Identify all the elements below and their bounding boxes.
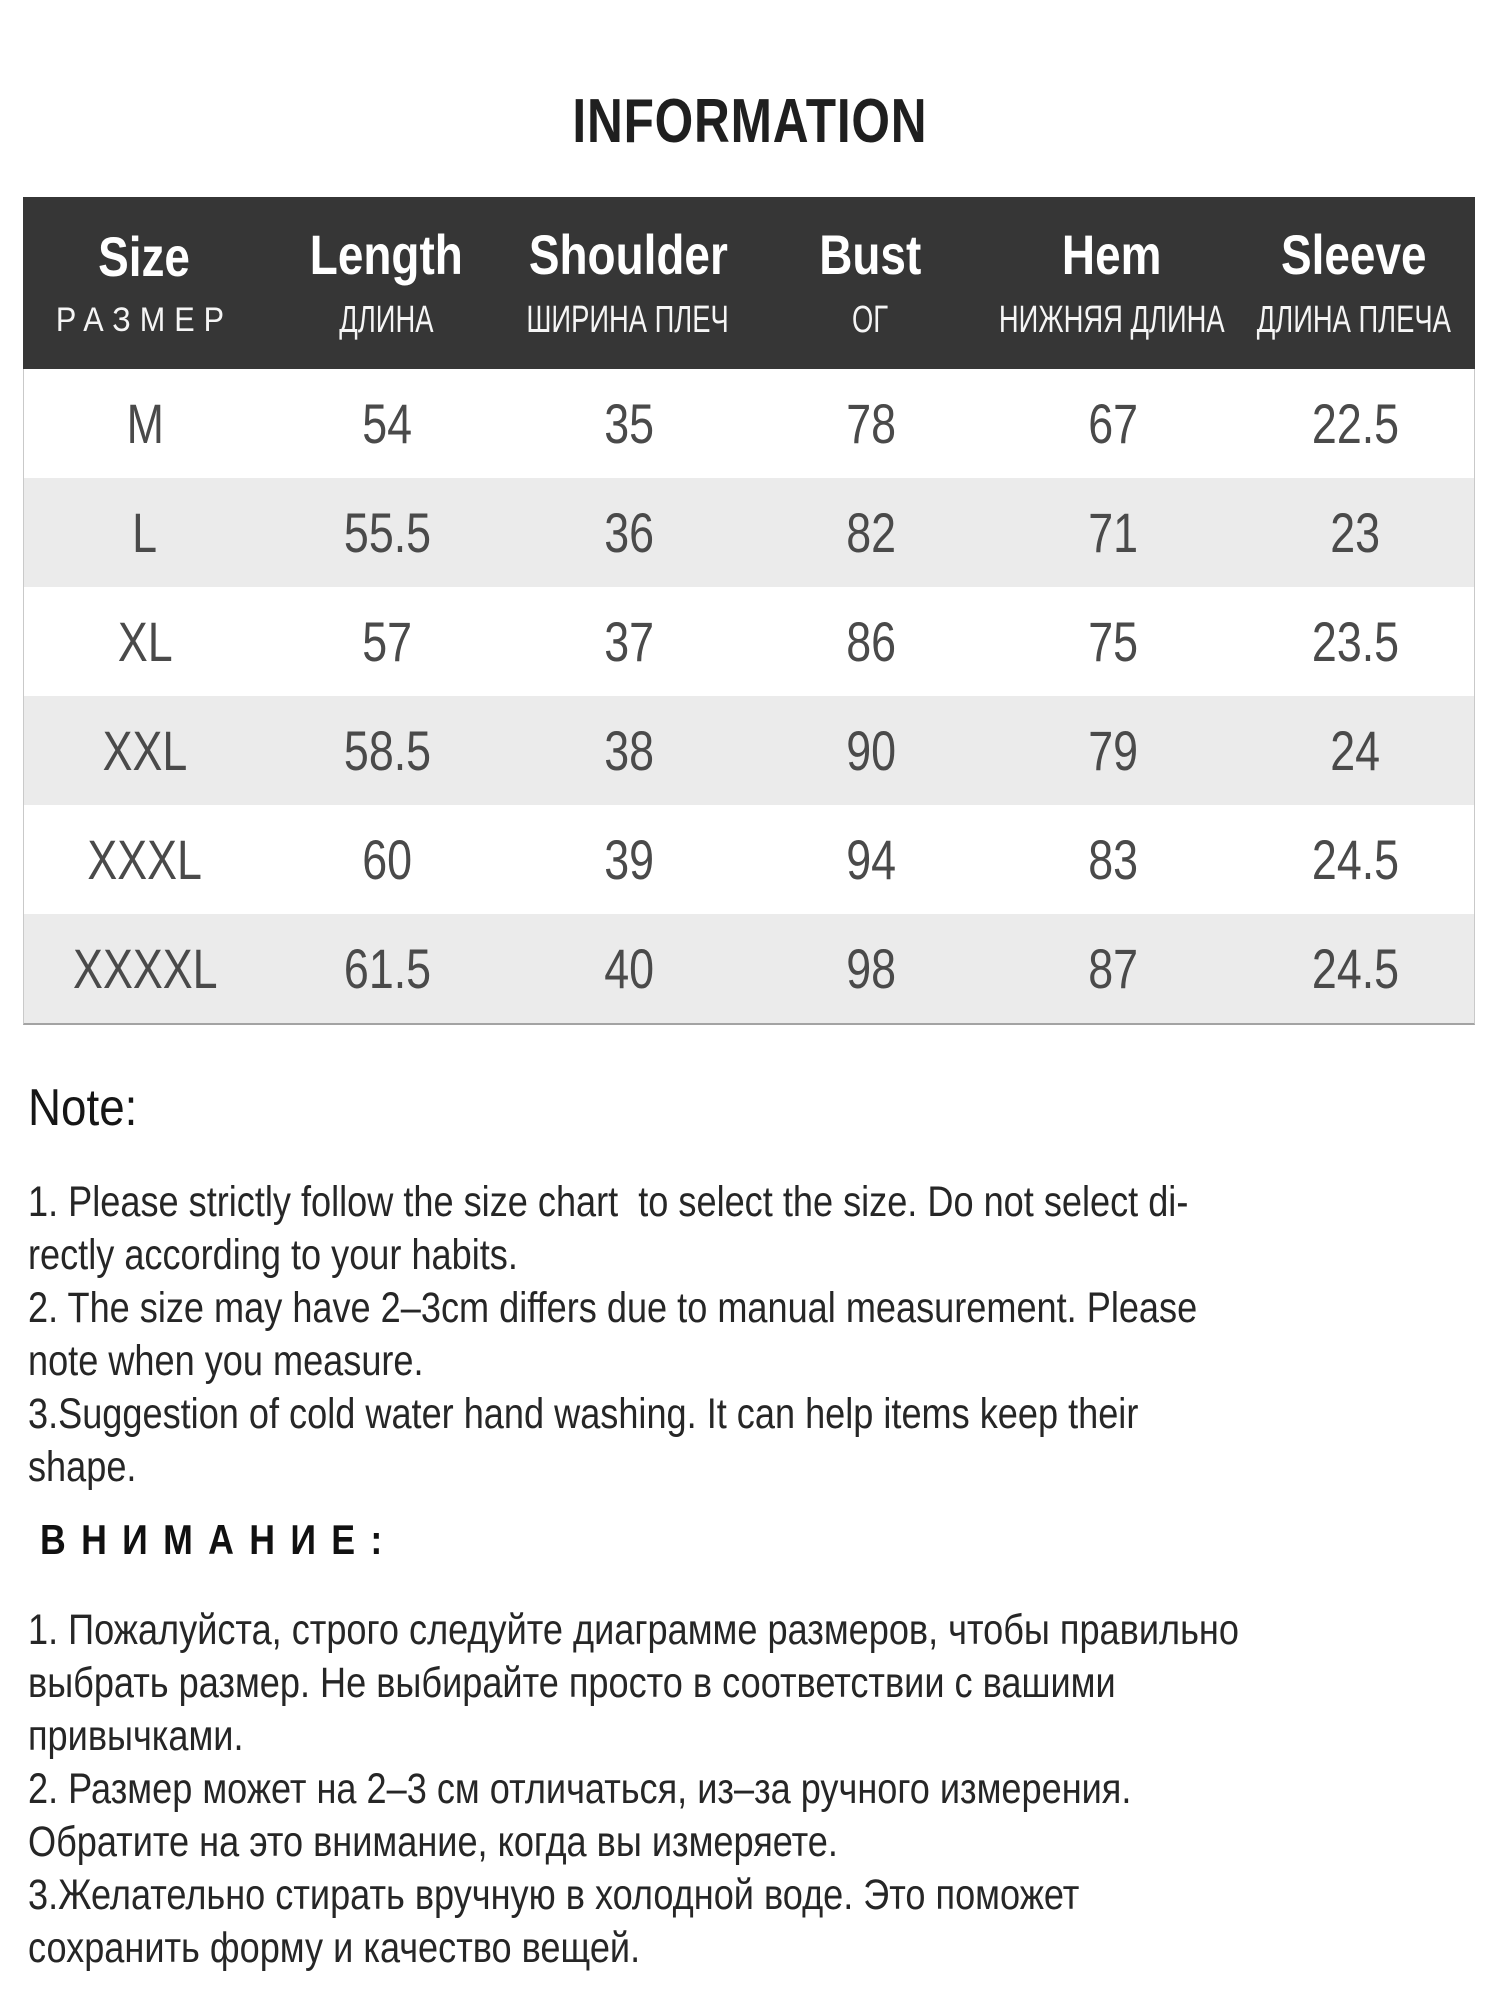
hem-cell: 83 <box>1088 827 1138 891</box>
size-cell: L <box>132 500 158 564</box>
hem-cell: 79 <box>1088 718 1138 782</box>
length-cell: 54 <box>362 391 412 455</box>
attention-line: привычками. <box>28 1712 244 1760</box>
shoulder-cell: 38 <box>604 718 654 782</box>
note-line: note when you measure. <box>28 1337 424 1385</box>
size-chart-body <box>23 369 1475 1025</box>
table-row-xl <box>24 587 1474 696</box>
table-row-xxxl <box>24 805 1474 914</box>
hem-cell: 87 <box>1088 936 1138 1000</box>
hem-cell: 67 <box>1088 391 1138 455</box>
page-title: INFORMATION <box>572 87 928 156</box>
note-line: shape. <box>28 1443 137 1491</box>
column-header-length: Length ДЛИНА <box>309 223 463 341</box>
size-cell: M <box>126 391 164 455</box>
size-cell: XXXL <box>87 827 203 891</box>
note-line: 2. The size may have 2–3cm differs due to manual measurement. Please <box>28 1284 1198 1332</box>
hem-cell: 71 <box>1088 500 1138 564</box>
shoulder-cell: 37 <box>604 609 654 673</box>
length-cell: 61.5 <box>343 936 431 1000</box>
sleeve-cell: 24.5 <box>1311 936 1399 1000</box>
attention-heading: ВНИМАНИЕ: <box>40 1516 398 1563</box>
table-row-xxxxl <box>24 914 1474 1023</box>
size-cell: XXL <box>102 718 188 782</box>
attention-line: 1. Пожалуйста, строго следуйте диаграмме размеров, чтобы правильно <box>28 1606 1239 1654</box>
sleeve-cell: 24.5 <box>1311 827 1399 891</box>
column-header-hem: Hem НИЖНЯЯ ДЛИНА <box>999 223 1225 341</box>
sleeve-cell: 23 <box>1330 500 1380 564</box>
attention-line: сохранить форму и качество вещей. <box>28 1924 641 1972</box>
size-cell: XL <box>117 609 173 673</box>
length-cell: 55.5 <box>343 500 431 564</box>
shoulder-cell: 35 <box>604 391 654 455</box>
note-heading: Note: <box>28 1079 138 1137</box>
sleeve-cell: 22.5 <box>1311 391 1399 455</box>
attention-line: 3.Желательно стирать вручную в холодной воде. Это поможет <box>28 1871 1080 1919</box>
table-row-m <box>24 369 1474 478</box>
size-cell: XXXXL <box>72 936 218 1000</box>
length-cell: 58.5 <box>343 718 431 782</box>
length-cell: 57 <box>362 609 412 673</box>
table-row-l <box>24 478 1474 587</box>
bust-cell: 82 <box>846 500 896 564</box>
shoulder-cell: 40 <box>604 936 654 1000</box>
shoulder-cell: 36 <box>604 500 654 564</box>
attention-text-russian <box>28 1604 1488 1975</box>
column-header-shoulder: Shoulder ШИРИНА ПЛЕЧ <box>526 223 730 341</box>
shoulder-cell: 39 <box>604 827 654 891</box>
bust-cell: 98 <box>846 936 896 1000</box>
bust-cell: 90 <box>846 718 896 782</box>
hem-cell: 75 <box>1088 609 1138 673</box>
note-text-english <box>28 1176 1488 1494</box>
size-chart-table <box>23 197 1475 1025</box>
column-header-size: Size РАЗМЕР <box>55 225 233 339</box>
attention-line: Обратите на это внимание, когда вы измеряете. <box>28 1818 838 1866</box>
sleeve-cell: 23.5 <box>1311 609 1399 673</box>
column-header-sleeve: Sleeve ДЛИНА ПЛЕЧА <box>1256 223 1452 341</box>
attention-line: 2. Размер может на 2–3 см отличаться, из–за ручного измерения. <box>28 1765 1132 1813</box>
bust-cell: 94 <box>846 827 896 891</box>
attention-line: выбрать размер. Не выбирайте просто в соответствии с вашими <box>28 1659 1116 1707</box>
table-row-xxl <box>24 696 1474 805</box>
note-line: rectly according to your habits. <box>28 1231 518 1279</box>
length-cell: 60 <box>362 827 412 891</box>
bust-cell: 86 <box>846 609 896 673</box>
bust-cell: 78 <box>846 391 896 455</box>
note-line: 3.Suggestion of cold water hand washing. It can help items keep their <box>28 1390 1139 1438</box>
column-header-bust: Bust ОГ <box>818 223 922 341</box>
note-line: 1. Please strictly follow the size chart to select the size. Do not select di- <box>28 1178 1189 1226</box>
size-chart-header-row <box>23 197 1475 369</box>
sleeve-cell: 24 <box>1330 718 1380 782</box>
